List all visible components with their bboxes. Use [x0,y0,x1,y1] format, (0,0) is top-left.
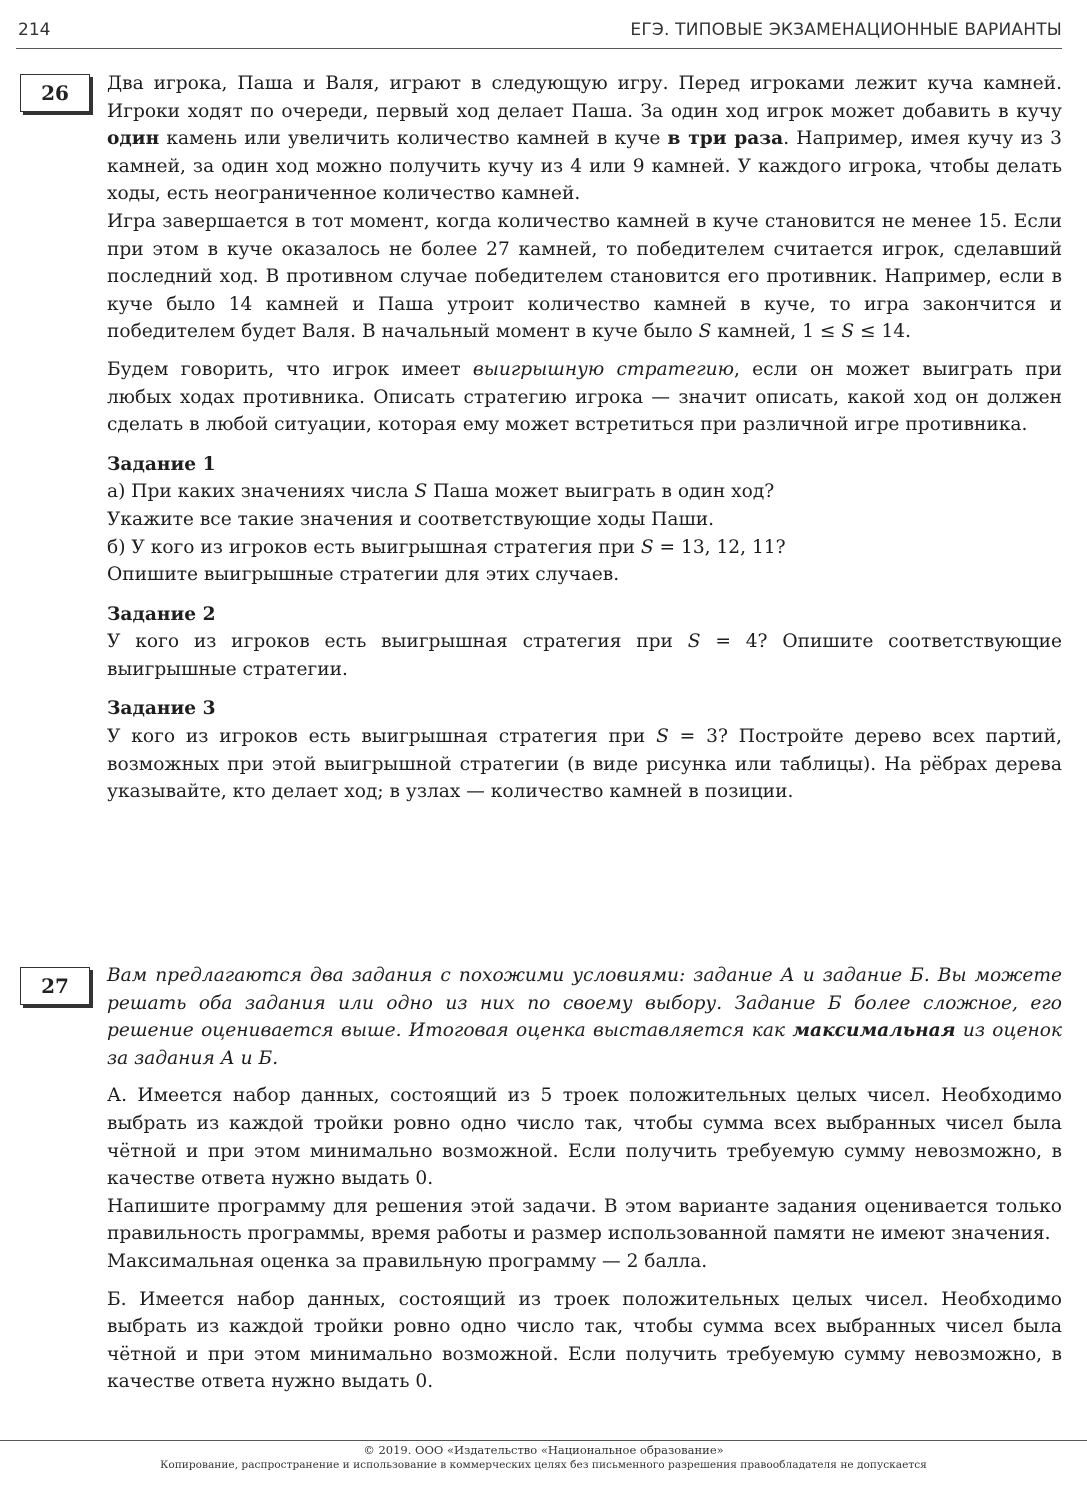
question-number-27: 27 [20,967,90,1005]
task-2-title: Задание 2 [107,603,216,625]
task-1-title: Задание 1 [107,453,216,475]
term: выигрышную стратегию [472,358,734,380]
variable: S [656,726,669,748]
task-1a [107,478,1062,506]
text: Вам предлагаются два задания с похожими условиями: задание А и задание Б. Вы можете решать оба задания или одно из них по своему выбору. Задание Б более сложное, его решение оценивается выше. Итоговая оценка выставляется как [107,965,1062,1042]
q27-intro [107,962,1062,1072]
text: = 3? Постройте дерево всех партий, возможных при этой выигрышной стратегии (в виде рисунка или таблицы). На рёбрах дерева указывайте, кто делает ход; в узлах — количество камней в позиции. [107,726,1062,803]
q27-task-a: А. Имеется набор данных, состоящий из 5 троек положительных целых чисел. Необходимо выбрать из каждой тройки ровно одно число так, чтобы сумма всех выбранных чисел была чётной и при этом минимально возможной. Если получить требуемую сумму невозможно, в качестве ответа нужно выдать 0. [107,1085,1062,1190]
task-1a-line2: Укажите все такие значения и соответствующие ходы Паши. [107,508,715,530]
emphasis: в три раза [667,128,784,150]
task-3-title: Задание 3 [107,698,216,720]
page-number: 214 [18,20,51,40]
task-2-text [107,628,1062,683]
text: . Например, имея кучу из 3 камней, за один ход можно получить кучу из 4 или 9 камней. У каждого игрока, чтобы делать ходы, есть неограниченное количество камней. [107,128,1062,205]
task-1b-line2: Опишите выигрышные стратегии для этих случаев. [107,564,620,586]
q26-rules [107,208,1062,346]
q27-task-a-score: Максимальная оценка за правильную программу — 2 балла. [107,1250,708,1272]
question-27-body [107,962,1062,1396]
q27-task-a-program: Напишите программу для решения этой задачи. В этом варианте задания оценивается только правильность программы, время работы и размер использованной памяти не имеют значения. [107,1195,1062,1245]
variable: S [640,536,654,558]
running-title: ЕГЭ. ТИПОВЫЕ ЭКЗАМЕНАЦИОННЫЕ ВАРИАНТЫ [630,20,1062,40]
emphasis: один [107,128,160,150]
text: Будем говорить, что игрок имеет [107,358,473,380]
variable: S [841,321,855,343]
text: б) У кого из игроков есть выигрышная стратегия при [107,536,641,558]
text: а) При каких значениях числа [107,481,415,503]
q26-intro [107,70,1062,208]
page-header [16,18,1062,49]
copyright-notice: Копирование, распространение и использование в коммерческих целях без письменного разрешения правообладателя не допускается [160,1459,927,1471]
variable: S [687,631,701,653]
task-1b [107,534,1062,562]
text: камень или увеличить количество камней в куче [159,128,668,150]
task-3-text [107,723,1062,806]
question-number-26: 26 [20,74,90,112]
text: из оценок за задания А и Б. [107,1020,1062,1069]
emphasis: максимальная [792,1020,956,1042]
text: Игра завершается в тот момент, когда количество камней в куче становится не менее 15. Если при этом в куче оказалось не более 27 камней, то победителем считается игрок, сделавший последний ход. В противном случае победителем становится его противник. Например, если в куче было 14 камней и Паша утроит количество камней в куче, то игра закончится и победителем будет Валя. В начальный момент в куче было [107,210,1062,343]
text: Два игрока, Паша и Валя, играют в следующую игру. Перед игроками лежит куча камней. Игроки ходят по очереди, первый ход делает Паша. За один ход игрок может добавить в кучу [107,73,1062,122]
text: Паша может выиграть в один ход? [427,481,775,503]
text: , если он может выиграть при любых ходах противника. Описать стратегию игрока — значит описать, какой ход он должен сделать в любой ситуации, которая ему может встретиться при различной игре противника. [107,358,1062,436]
text: = 13, 12, 11? [653,536,786,558]
variable: S [414,481,428,503]
page-footer [0,1440,1087,1473]
text: У кого из игроков есть выигрышная стратегия при [107,631,688,653]
q27-task-b: Б. Имеется набор данных, состоящий из троек положительных целых чисел. Необходимо выбрать из каждой тройки ровно одно число так, чтобы сумма всех выбранных чисел была чётной и при этом минимально возможной. Если получить требуемую сумму невозможно, в качестве ответа нужно выдать 0. [107,1288,1062,1393]
variable: S [698,321,712,343]
text: ≤ 14. [854,321,912,343]
text: = 4? Опишите соответствующие выигрышные стратегии. [107,631,1062,680]
copyright: © 2019. ООО «Издательство «Национальное образование» [363,1443,724,1457]
text: У кого из игроков есть выигрышная стратегия при [107,726,657,748]
question-26-body [107,70,1062,806]
q26-strategy-definition [107,356,1062,439]
text: камней, 1 ≤ [711,321,842,343]
